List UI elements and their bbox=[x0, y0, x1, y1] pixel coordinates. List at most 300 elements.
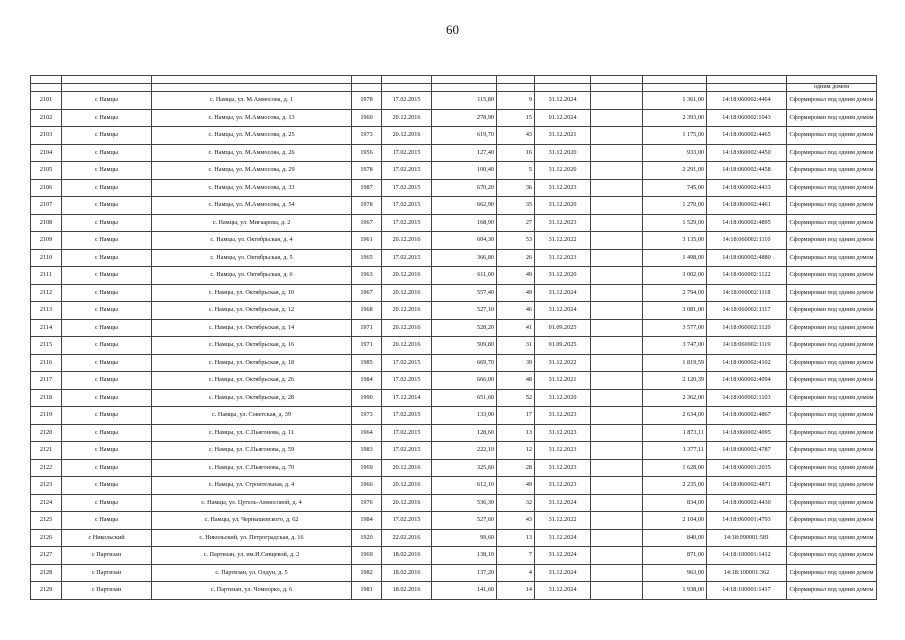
address-cell: с. Намцы, ул. С.Пьягонова, д. 70 bbox=[152, 459, 352, 477]
table-row bbox=[31, 249, 877, 267]
deadline-cell: 31.12.2023 bbox=[535, 459, 591, 477]
cost-cell: 745,00 bbox=[643, 179, 707, 197]
area-cell: 527,10 bbox=[432, 302, 497, 320]
cadastral-number-cell: 14:18:100001:1417 bbox=[707, 582, 787, 600]
year-built-cell: 1971 bbox=[352, 319, 382, 337]
date-cell: 17.02.2015 bbox=[382, 424, 432, 442]
land-status-cell: Сформировал под одним домом bbox=[787, 407, 877, 425]
settlement-cell: с Намцы bbox=[62, 197, 152, 215]
empty-cell bbox=[591, 197, 643, 215]
count-cell: 17 bbox=[497, 407, 535, 425]
deadline-cell: 31.12.2021 bbox=[535, 127, 591, 145]
area-cell: 128,60 bbox=[432, 424, 497, 442]
empty-cell bbox=[591, 179, 643, 197]
area-cell: 509,80 bbox=[432, 337, 497, 355]
address-cell: с. Намцы, ул. Чернышевского, д. 62 bbox=[152, 512, 352, 530]
empty-cell bbox=[591, 512, 643, 530]
date-cell: 20.12.2016 bbox=[382, 127, 432, 145]
count-cell: 49 bbox=[497, 267, 535, 285]
land-status-cell: Сформировал под одним домом bbox=[787, 547, 877, 565]
year-built-cell: 1990 bbox=[352, 389, 382, 407]
cadastral-number-cell: 14:18:060002:4880 bbox=[707, 249, 787, 267]
cadastral-number-cell: 14:18:060002:4458 bbox=[707, 162, 787, 180]
count-cell: 49 bbox=[497, 477, 535, 495]
row-number: 2128 bbox=[31, 564, 62, 582]
settlement-cell: с Намцы bbox=[62, 249, 152, 267]
count-cell: 9 bbox=[497, 92, 535, 110]
area-cell: 137,20 bbox=[432, 564, 497, 582]
empty-cell bbox=[591, 144, 643, 162]
cost-cell: 963,00 bbox=[643, 564, 707, 582]
land-status-cell: Сформировал под одним домом bbox=[787, 144, 877, 162]
cadastral-number-cell: 14:18:060002:4871 bbox=[707, 477, 787, 495]
cadastral-number-cell: 14:18:060002:4094 bbox=[707, 372, 787, 390]
empty-cell bbox=[591, 162, 643, 180]
area-cell: 278,90 bbox=[432, 109, 497, 127]
settlement-cell: с Намцы bbox=[62, 127, 152, 145]
cadastral-number-cell: 14:18:060002:1043 bbox=[707, 109, 787, 127]
deadline-cell: 31.12.2024 bbox=[535, 284, 591, 302]
address-cell: с. Намцы, ул. М.Аммосова, д. 26 bbox=[152, 144, 352, 162]
count-cell: 28 bbox=[497, 459, 535, 477]
row-number: 2118 bbox=[31, 389, 62, 407]
cadastral-number-cell: 14:18:060002:4787 bbox=[707, 442, 787, 460]
deadline-cell: 31.12.2020 bbox=[535, 144, 591, 162]
count-cell: 27 bbox=[497, 214, 535, 232]
land-status-cell: Сформировал под одним домом bbox=[787, 249, 877, 267]
table-row bbox=[31, 144, 877, 162]
settlement-cell: с Партизан bbox=[62, 582, 152, 600]
row-number: 2123 bbox=[31, 477, 62, 495]
cost-cell: 3 135,00 bbox=[643, 232, 707, 250]
cadastral-number-cell: 14:18:060002:1117 bbox=[707, 302, 787, 320]
year-built-cell: 1984 bbox=[352, 372, 382, 390]
settlement-cell: с Намцы bbox=[62, 179, 152, 197]
cost-cell: 840,00 bbox=[643, 529, 707, 547]
count-cell: 13 bbox=[497, 424, 535, 442]
address-cell: с. Намцы, ул. М.Аммосова, д. 54 bbox=[152, 197, 352, 215]
cadastral-number-cell: 14:18:060002:4464 bbox=[707, 92, 787, 110]
cost-cell: 3 081,00 bbox=[643, 302, 707, 320]
empty-cell bbox=[591, 267, 643, 285]
empty-cell bbox=[591, 319, 643, 337]
deadline-cell: 31.12.2023 bbox=[535, 249, 591, 267]
empty-cell bbox=[591, 284, 643, 302]
address-cell: с. Намцы, ул. Октябрьская, д. 16 bbox=[152, 337, 352, 355]
year-built-cell: 1969 bbox=[352, 459, 382, 477]
cost-cell: 1 819,59 bbox=[643, 354, 707, 372]
date-cell: 20.12.2016 bbox=[382, 494, 432, 512]
land-status-cell: Сформировал под одним домом bbox=[787, 529, 877, 547]
land-status-cell: Сформировал под одним домом bbox=[787, 494, 877, 512]
deadline-cell: 31.12.2020 bbox=[535, 267, 591, 285]
date-cell: 17.02.2015 bbox=[382, 197, 432, 215]
area-cell: 99,60 bbox=[432, 529, 497, 547]
cost-cell: 871,00 bbox=[643, 547, 707, 565]
date-cell: 20.12.2016 bbox=[382, 477, 432, 495]
settlement-cell: с Намцы bbox=[62, 214, 152, 232]
empty-cell bbox=[591, 424, 643, 442]
count-cell: 43 bbox=[497, 512, 535, 530]
land-status-cell: Сформировал под одним домом bbox=[787, 162, 877, 180]
row-number: 2111 bbox=[31, 267, 62, 285]
cadastral-number-cell: 14:18:060002:4450 bbox=[707, 144, 787, 162]
row-number: 2106 bbox=[31, 179, 62, 197]
date-cell: 17.02.2015 bbox=[382, 249, 432, 267]
table-row bbox=[31, 529, 877, 547]
empty-cell bbox=[591, 127, 643, 145]
empty-cell bbox=[591, 337, 643, 355]
area-cell: 611,00 bbox=[432, 267, 497, 285]
deadline-cell: 01.09.2025 bbox=[535, 337, 591, 355]
settlement-cell: с Партизан bbox=[62, 547, 152, 565]
settlement-cell: с Намцы bbox=[62, 477, 152, 495]
count-cell: 52 bbox=[497, 389, 535, 407]
cost-cell: 1 377,11 bbox=[643, 442, 707, 460]
row-number: 2102 bbox=[31, 109, 62, 127]
empty-cell bbox=[591, 477, 643, 495]
row-number: 2114 bbox=[31, 319, 62, 337]
settlement-cell: с Намцы bbox=[62, 407, 152, 425]
cost-cell: 1 270,00 bbox=[643, 197, 707, 215]
year-built-cell: 1963 bbox=[352, 267, 382, 285]
area-cell: 528,20 bbox=[432, 319, 497, 337]
cost-cell: 2 235,00 bbox=[643, 477, 707, 495]
table-row bbox=[31, 442, 877, 460]
cadastral-number-cell: 14:18:060002:4895 bbox=[707, 214, 787, 232]
cadastral-number-cell: 14:18:060002:1119 bbox=[707, 337, 787, 355]
date-cell: 18.02.2016 bbox=[382, 547, 432, 565]
area-cell: 168,90 bbox=[432, 214, 497, 232]
date-cell: 17.02.2015 bbox=[382, 179, 432, 197]
table-row bbox=[31, 214, 877, 232]
count-cell: 46 bbox=[497, 302, 535, 320]
settlement-cell: с Намцы bbox=[62, 267, 152, 285]
area-cell: 527,60 bbox=[432, 512, 497, 530]
area-cell: 133,00 bbox=[432, 407, 497, 425]
table-row bbox=[31, 127, 877, 145]
settlement-cell: с Намцы bbox=[62, 302, 152, 320]
count-cell: 39 bbox=[497, 354, 535, 372]
row-number: 2110 bbox=[31, 249, 62, 267]
land-status-cell: Сформирован под одним домом bbox=[787, 302, 877, 320]
count-cell: 31 bbox=[497, 337, 535, 355]
land-status-cell: Сформировал под одним домом bbox=[787, 442, 877, 460]
year-built-cell: 1973 bbox=[352, 407, 382, 425]
year-built-cell: 1920 bbox=[352, 529, 382, 547]
address-cell: с. Партизан, ул. Чомпорко, д. 6 bbox=[152, 582, 352, 600]
deadline-cell: 01.09.2025 bbox=[535, 319, 591, 337]
row-number: 2107 bbox=[31, 197, 62, 215]
date-cell: 18.02.2016 bbox=[382, 564, 432, 582]
cadastral-number-cell: 14:18:060002:4867 bbox=[707, 407, 787, 425]
count-cell: 26 bbox=[497, 249, 535, 267]
deadline-cell: 31.12.2023 bbox=[535, 179, 591, 197]
land-status-cell: Сформирован под одним домом bbox=[787, 109, 877, 127]
settlement-cell: с Намцы bbox=[62, 424, 152, 442]
settlement-cell: с Намцы bbox=[62, 494, 152, 512]
table-row bbox=[31, 92, 877, 110]
table-row bbox=[31, 424, 877, 442]
area-cell: 325,60 bbox=[432, 459, 497, 477]
land-status-cell: Сформировал под одним домом bbox=[787, 354, 877, 372]
table-row bbox=[31, 302, 877, 320]
land-status-cell: Сформирован под одним домом bbox=[787, 232, 877, 250]
row-number: 2125 bbox=[31, 512, 62, 530]
cadastral-number-cell: 14:18:100001:1412 bbox=[707, 547, 787, 565]
count-cell: 35 bbox=[497, 197, 535, 215]
date-cell: 20.12.2016 bbox=[382, 459, 432, 477]
year-built-cell: 1987 bbox=[352, 179, 382, 197]
cadastral-number-cell: 14:18:060002:1120 bbox=[707, 319, 787, 337]
land-status-cell: Сформировал под одним домом bbox=[787, 564, 877, 582]
settlement-cell: с Намцы bbox=[62, 284, 152, 302]
deadline-cell: 31.12.2024 bbox=[535, 92, 591, 110]
table-row bbox=[31, 389, 877, 407]
cost-cell: 2 362,00 bbox=[643, 389, 707, 407]
area-cell: 127,40 bbox=[432, 144, 497, 162]
housing-registry-table bbox=[30, 75, 877, 600]
empty-cell bbox=[591, 407, 643, 425]
cost-cell: 1 361,00 bbox=[643, 92, 707, 110]
cadastral-number-cell: 14:18:060002:4095 bbox=[707, 424, 787, 442]
area-cell: 115,80 bbox=[432, 92, 497, 110]
table-row bbox=[31, 547, 877, 565]
cadastral-number-cell: 14:18:100001:362 bbox=[707, 564, 787, 582]
date-cell: 20.12.2016 bbox=[382, 232, 432, 250]
date-cell: 17.02.2015 bbox=[382, 214, 432, 232]
address-cell: с. Намцы, ул. М.Аммосова, д. 29 bbox=[152, 162, 352, 180]
address-cell: с. Намцы, ул. С.Пьягонова, д. 59 bbox=[152, 442, 352, 460]
empty-cell bbox=[591, 109, 643, 127]
date-cell: 17.02.2015 bbox=[382, 92, 432, 110]
cost-cell: 2 794,00 bbox=[643, 284, 707, 302]
address-cell: с. Намцы, ул. Октябрьская, д. 26 bbox=[152, 372, 352, 390]
cadastral-number-cell: 14:18:060001:4793 bbox=[707, 512, 787, 530]
row-number: 2121 bbox=[31, 442, 62, 460]
year-built-cell: 1967 bbox=[352, 214, 382, 232]
count-cell: 7 bbox=[497, 547, 535, 565]
area-cell: 366,80 bbox=[432, 249, 497, 267]
table-header-row bbox=[31, 76, 877, 84]
address-cell: с. Намцы, ул. М.Аммосова, д. 25 bbox=[152, 127, 352, 145]
land-status-cell: Сформировал под одним домом bbox=[787, 582, 877, 600]
deadline-cell: 31.12.2024 bbox=[535, 302, 591, 320]
year-built-cell: 1967 bbox=[352, 284, 382, 302]
deadline-cell: 31.12.2024 bbox=[535, 547, 591, 565]
year-built-cell: 1983 bbox=[352, 442, 382, 460]
deadline-cell: 31.12.2024 bbox=[535, 582, 591, 600]
cadastral-number-cell: 14:18:060002:4465 bbox=[707, 127, 787, 145]
count-cell: 5 bbox=[497, 162, 535, 180]
table-row bbox=[31, 582, 877, 600]
deadline-cell: 31.12.2023 bbox=[535, 442, 591, 460]
deadline-cell: 31.12.2021 bbox=[535, 372, 591, 390]
count-cell: 15 bbox=[497, 109, 535, 127]
empty-cell bbox=[591, 249, 643, 267]
cost-cell: 2 393,00 bbox=[643, 109, 707, 127]
cadastral-number-cell: 14:18:090001:581 bbox=[707, 529, 787, 547]
table-row bbox=[31, 337, 877, 355]
cost-cell: 2 104,00 bbox=[643, 512, 707, 530]
cost-cell: 1 938,00 bbox=[643, 582, 707, 600]
date-cell: 17.02.2015 bbox=[382, 354, 432, 372]
cost-cell: 3 747,00 bbox=[643, 337, 707, 355]
row-number: 2126 bbox=[31, 529, 62, 547]
address-cell: с. Намцы, ул. Октябрьская, д. 18 bbox=[152, 354, 352, 372]
date-cell: 20.12.2016 bbox=[382, 284, 432, 302]
area-cell: 612,10 bbox=[432, 477, 497, 495]
empty-cell bbox=[591, 442, 643, 460]
address-cell: с. Партизан, ул. Олдун, д. 5 bbox=[152, 564, 352, 582]
address-cell: с. Намцы, ул. Октябрьская, д. 6 bbox=[152, 267, 352, 285]
year-built-cell: 1973 bbox=[352, 127, 382, 145]
deadline-cell: 31.12.2020 bbox=[535, 389, 591, 407]
year-built-cell: 1969 bbox=[352, 547, 382, 565]
cadastral-number-cell: 14:18:060002:1103 bbox=[707, 389, 787, 407]
cost-cell: 3 002,00 bbox=[643, 267, 707, 285]
table-row bbox=[31, 232, 877, 250]
continuation-note: одним домом bbox=[787, 84, 877, 92]
empty-cell bbox=[591, 92, 643, 110]
row-number: 2109 bbox=[31, 232, 62, 250]
deadline-cell: 31.12.2023 bbox=[535, 424, 591, 442]
deadline-cell: 31.12.2023 bbox=[535, 477, 591, 495]
area-cell: 138,10 bbox=[432, 547, 497, 565]
cost-cell: 1 175,00 bbox=[643, 127, 707, 145]
land-status-cell: Сформирован под одним домом bbox=[787, 267, 877, 285]
cadastral-number-cell: 14:18:060002:1110 bbox=[707, 232, 787, 250]
table-row bbox=[31, 267, 877, 285]
year-built-cell: 1978 bbox=[352, 162, 382, 180]
address-cell: с. Намцы, ул. Мигаарова, д. 2 bbox=[152, 214, 352, 232]
cadastral-number-cell: 14:18:060001:2035 bbox=[707, 459, 787, 477]
row-number: 2117 bbox=[31, 372, 62, 390]
settlement-cell: с Намцы bbox=[62, 319, 152, 337]
land-status-cell: Сформировал под одним домом bbox=[787, 92, 877, 110]
year-built-cell: 1984 bbox=[352, 512, 382, 530]
count-cell: 43 bbox=[497, 127, 535, 145]
deadline-cell: 31.12.2022 bbox=[535, 354, 591, 372]
row-number: 2108 bbox=[31, 214, 62, 232]
count-cell: 13 bbox=[497, 529, 535, 547]
area-cell: 141,60 bbox=[432, 582, 497, 600]
settlement-cell: с Намцы bbox=[62, 109, 152, 127]
cadastral-number-cell: 14:18:060002:4430 bbox=[707, 494, 787, 512]
address-cell: с. Намцы, ул. Октябрьская, д. 10 bbox=[152, 284, 352, 302]
year-built-cell: 1976 bbox=[352, 494, 382, 512]
deadline-cell: 01.12.2024 bbox=[535, 109, 591, 127]
table-row bbox=[31, 179, 877, 197]
cost-cell: 2 120,39 bbox=[643, 372, 707, 390]
deadline-cell: 31.12.2023 bbox=[535, 214, 591, 232]
date-cell: 17.12.2014 bbox=[382, 389, 432, 407]
land-status-cell: Сформировал под одним домом bbox=[787, 197, 877, 215]
table-row bbox=[31, 494, 877, 512]
table-row bbox=[31, 197, 877, 215]
settlement-cell: с Намцы bbox=[62, 162, 152, 180]
area-cell: 557,40 bbox=[432, 284, 497, 302]
empty-cell bbox=[591, 214, 643, 232]
table-row bbox=[31, 319, 877, 337]
address-cell: с. Намцы, ул. Октябрьская, д. 5 bbox=[152, 249, 352, 267]
cost-cell: 1 873,11 bbox=[643, 424, 707, 442]
settlement-cell: с Намцы bbox=[62, 442, 152, 460]
date-cell: 20.12.2016 bbox=[382, 302, 432, 320]
deadline-cell: 31.12.2022 bbox=[535, 232, 591, 250]
land-status-cell: Сформирован под одним домом bbox=[787, 459, 877, 477]
row-number: 2120 bbox=[31, 424, 62, 442]
row-number: 2129 bbox=[31, 582, 62, 600]
address-cell: с. Намцы, ул. Октябрьская, д. 4 bbox=[152, 232, 352, 250]
settlement-cell: с Намцы bbox=[62, 372, 152, 390]
settlement-cell: с Намцы bbox=[62, 459, 152, 477]
table-row bbox=[31, 109, 877, 127]
deadline-cell: 31.12.2022 bbox=[535, 512, 591, 530]
count-cell: 32 bbox=[497, 494, 535, 512]
row-number: 2103 bbox=[31, 127, 62, 145]
area-cell: 222,10 bbox=[432, 442, 497, 460]
cost-cell: 2 634,00 bbox=[643, 407, 707, 425]
table-row bbox=[31, 477, 877, 495]
address-cell: с. Намцы, ул. Строительная, д. 4 bbox=[152, 477, 352, 495]
land-status-cell: Сформировал под одним домом bbox=[787, 512, 877, 530]
land-status-cell: Сформировал под одним домом bbox=[787, 127, 877, 145]
page-number: 60 bbox=[446, 22, 459, 37]
year-built-cell: 1971 bbox=[352, 337, 382, 355]
address-cell: с. Партизан, ул. им.И.Сивцевой, д. 2 bbox=[152, 547, 352, 565]
empty-cell bbox=[591, 232, 643, 250]
count-cell: 48 bbox=[497, 372, 535, 390]
table-row bbox=[31, 512, 877, 530]
date-cell: 17.02.2015 bbox=[382, 442, 432, 460]
address-cell: с. Намцы, ул. С.Пьягонова, д. 11 bbox=[152, 424, 352, 442]
row-number: 2101 bbox=[31, 92, 62, 110]
settlement-cell: с Намцы bbox=[62, 92, 152, 110]
empty-cell bbox=[591, 547, 643, 565]
row-number: 2124 bbox=[31, 494, 62, 512]
land-status-cell: Сформировал под одним домом bbox=[787, 179, 877, 197]
empty-cell bbox=[591, 529, 643, 547]
cadastral-number-cell: 14:18:060002:4102 bbox=[707, 354, 787, 372]
area-cell: 651,60 bbox=[432, 389, 497, 407]
date-cell: 17.02.2015 bbox=[382, 372, 432, 390]
date-cell: 18.02.2016 bbox=[382, 582, 432, 600]
count-cell: 41 bbox=[497, 319, 535, 337]
cost-cell: 933,00 bbox=[643, 144, 707, 162]
year-built-cell: 1982 bbox=[352, 564, 382, 582]
cadastral-number-cell: 14:18:060002:4433 bbox=[707, 179, 787, 197]
date-cell: 20.12.2016 bbox=[382, 337, 432, 355]
area-cell: 536,30 bbox=[432, 494, 497, 512]
deadline-cell: 31.12.2020 bbox=[535, 197, 591, 215]
year-built-cell: 1961 bbox=[352, 232, 382, 250]
table-row bbox=[31, 564, 877, 582]
year-built-cell: 1978 bbox=[352, 92, 382, 110]
empty-cell bbox=[591, 302, 643, 320]
address-cell: с. Намцы, ул. М.Аммосова, д. 13 bbox=[152, 109, 352, 127]
cadastral-number-cell: 14:18:060002:4461 bbox=[707, 197, 787, 215]
deadline-cell: 31.12.2023 bbox=[535, 407, 591, 425]
address-cell: с. Намцы, ул. Цугель-Аммосовой, д. 4 bbox=[152, 494, 352, 512]
date-cell: 17.02.2015 bbox=[382, 512, 432, 530]
date-cell: 22.02.2016 bbox=[382, 529, 432, 547]
settlement-cell: с Намцы bbox=[62, 232, 152, 250]
cadastral-number-cell: 14:18:060002:1118 bbox=[707, 284, 787, 302]
deadline-cell: 31.12.2024 bbox=[535, 494, 591, 512]
area-cell: 662,90 bbox=[432, 197, 497, 215]
cadastral-number-cell: 14:18:060002:1122 bbox=[707, 267, 787, 285]
